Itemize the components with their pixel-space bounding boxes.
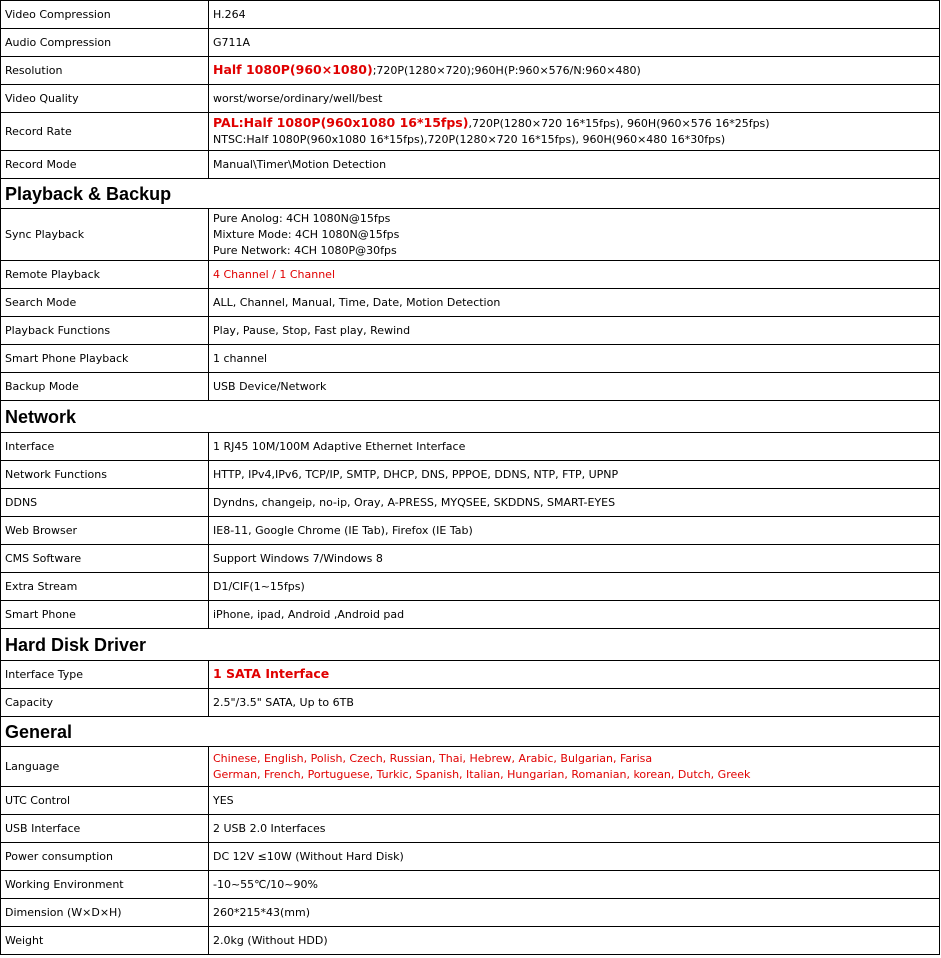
- spec-label: Resolution: [1, 57, 209, 85]
- spec-value-line: [213, 849, 935, 865]
- spec-value: [209, 1, 940, 29]
- spec-row: [1, 261, 940, 289]
- spec-value: [209, 517, 940, 545]
- spec-value-line: [213, 351, 935, 367]
- spec-value: [209, 345, 940, 373]
- spec-row: [1, 57, 940, 85]
- spec-value-line: [213, 439, 935, 455]
- value-text: worst/worse/ordinary/well/best: [213, 91, 383, 105]
- spec-label: Search Mode: [1, 289, 209, 317]
- spec-value: [209, 927, 940, 955]
- value-text: 2 USB 2.0 Interfaces: [213, 821, 326, 835]
- spec-value: [209, 601, 940, 629]
- spec-label: Interface Type: [1, 661, 209, 689]
- spec-row: [1, 489, 940, 517]
- spec-label: Playback Functions: [1, 317, 209, 345]
- spec-label: Audio Compression: [1, 29, 209, 57]
- spec-value: [209, 209, 940, 261]
- spec-row: [1, 545, 940, 573]
- spec-row: [1, 517, 940, 545]
- spec-row: [1, 461, 940, 489]
- spec-label: Capacity: [1, 689, 209, 717]
- spec-value: [209, 433, 940, 461]
- spec-row: [1, 843, 940, 871]
- spec-value: [209, 57, 940, 85]
- spec-row: [1, 289, 940, 317]
- spec-row: [1, 927, 940, 955]
- spec-label: CMS Software: [1, 545, 209, 573]
- spec-value-line: [213, 157, 935, 173]
- spec-value-line: [213, 523, 935, 539]
- spec-label: Record Rate: [1, 113, 209, 151]
- spec-label: UTC Control: [1, 787, 209, 815]
- spec-value-line: [213, 35, 935, 51]
- value-text: ALL, Channel, Manual, Time, Date, Motion Detection: [213, 295, 501, 309]
- value-text: DC 12V ≤10W (Without Hard Disk): [213, 849, 404, 863]
- spec-label: Record Mode: [1, 151, 209, 179]
- spec-row: [1, 151, 940, 179]
- spec-value: [209, 871, 940, 899]
- value-text: 1 channel: [213, 351, 268, 365]
- highlighted-text: 1 SATA Interface: [213, 666, 330, 681]
- spec-value-line: [213, 379, 935, 395]
- spec-value: [209, 317, 940, 345]
- spec-row: [1, 113, 940, 151]
- spec-value-line: [213, 243, 935, 259]
- value-text: IE8-11, Google Chrome (IE Tab), Firefox (IE Tab): [213, 523, 473, 537]
- value-text: 1 RJ45 10M/100M Adaptive Ethernet Interface: [213, 439, 466, 453]
- value-text: USB Device/Network: [213, 379, 327, 393]
- spec-row: [1, 345, 940, 373]
- value-text: 2.5"/3.5" SATA, Up to 6TB: [213, 695, 354, 709]
- spec-row: [1, 871, 940, 899]
- value-text: ;720P(1280×720);960H(P:960×576/N:960×480): [372, 64, 641, 77]
- section-title: General: [1, 717, 940, 747]
- spec-value-line: [213, 295, 935, 311]
- spec-value-line: [213, 211, 935, 227]
- spec-value-line: [213, 227, 935, 243]
- spec-value-line: [213, 467, 935, 483]
- spec-value-line: [213, 323, 935, 339]
- spec-value-line: [213, 551, 935, 567]
- section-header-row: [1, 629, 940, 661]
- spec-value-line: [213, 7, 935, 23]
- spec-value-line: [213, 933, 935, 949]
- value-text: G711A: [213, 35, 251, 49]
- spec-value: [209, 689, 940, 717]
- spec-value: [209, 29, 940, 57]
- spec-value-line: [213, 751, 935, 767]
- spec-row: [1, 317, 940, 345]
- spec-value-line: [213, 115, 935, 132]
- spec-label: Remote Playback: [1, 261, 209, 289]
- value-text: NTSC:Half 1080P(960x1080 16*15fps),720P(1280×720 16*15fps), 960H(960×480 16*30fps): [213, 133, 726, 146]
- spec-value: [209, 461, 940, 489]
- spec-row: [1, 787, 940, 815]
- spec-label: DDNS: [1, 489, 209, 517]
- spec-value-line: [213, 793, 935, 809]
- spec-value-line: [213, 132, 935, 148]
- section-header-row: [1, 717, 940, 747]
- spec-value-line: [213, 905, 935, 921]
- spec-row: [1, 1, 940, 29]
- spec-row: [1, 899, 940, 927]
- value-text: iPhone, ipad, Android ,Android pad: [213, 607, 405, 621]
- spec-label: Smart Phone: [1, 601, 209, 629]
- spec-row: [1, 601, 940, 629]
- spec-label: Web Browser: [1, 517, 209, 545]
- spec-row: [1, 85, 940, 113]
- spec-value: [209, 113, 940, 151]
- spec-label: USB Interface: [1, 815, 209, 843]
- spec-label: Backup Mode: [1, 373, 209, 401]
- spec-value: [209, 787, 940, 815]
- value-text: 2.0kg (Without HDD): [213, 933, 328, 947]
- spec-label: Interface: [1, 433, 209, 461]
- value-text: Support Windows 7/Windows 8: [213, 551, 383, 565]
- spec-value-line: [213, 579, 935, 595]
- spec-row: [1, 209, 940, 261]
- spec-label: Extra Stream: [1, 573, 209, 601]
- value-text: YES: [213, 793, 234, 807]
- spec-value-line: [213, 267, 935, 283]
- spec-value: [209, 373, 940, 401]
- spec-label: Video Compression: [1, 1, 209, 29]
- spec-value-line: [213, 91, 935, 107]
- spec-value-line: [213, 607, 935, 623]
- spec-row: [1, 661, 940, 689]
- spec-label: Network Functions: [1, 461, 209, 489]
- spec-value: [209, 747, 940, 787]
- spec-row: [1, 689, 940, 717]
- spec-label: Language: [1, 747, 209, 787]
- value-text: Pure Anolog: 4CH 1080N@15fps: [213, 211, 391, 225]
- value-text: Pure Network: 4CH 1080P@30fps: [213, 243, 397, 257]
- value-text: H.264: [213, 7, 246, 21]
- spec-label: Sync Playback: [1, 209, 209, 261]
- spec-value-line: [213, 495, 935, 511]
- spec-row: [1, 373, 940, 401]
- section-title: Network: [1, 401, 940, 433]
- spec-value: [209, 573, 940, 601]
- section-header-row: [1, 401, 940, 433]
- spec-row: [1, 815, 940, 843]
- value-text: 260*215*43(mm): [213, 905, 311, 919]
- spec-label: Video Quality: [1, 85, 209, 113]
- spec-value-line: [213, 821, 935, 837]
- value-text: HTTP, IPv4,IPv6, TCP/IP, SMTP, DHCP, DNS, PPPOE, DDNS, NTP, FTP, UPNP: [213, 467, 619, 481]
- spec-value: [209, 489, 940, 517]
- highlighted-text: Chinese, English, Polish, Czech, Russian, Thai, Hebrew, Arabic, Bulgarian, Farisa: [213, 751, 653, 765]
- spec-table-body: [1, 1, 940, 955]
- spec-value: [209, 261, 940, 289]
- spec-value: [209, 661, 940, 689]
- value-text: Manual\Timer\Motion Detection: [213, 157, 387, 171]
- highlighted-text: German, French, Portuguese, Turkic, Spanish, Italian, Hungarian, Romanian, korean, Dutch, Greek: [213, 767, 751, 781]
- spec-value-line: [213, 666, 935, 683]
- spec-label: Dimension (W×D×H): [1, 899, 209, 927]
- spec-value-line: [213, 767, 935, 783]
- spec-row: [1, 29, 940, 57]
- spec-value: [209, 85, 940, 113]
- highlighted-text: Half 1080P(960×1080): [213, 62, 373, 77]
- value-text: ,720P(1280×720 16*15fps), 960H(960×576 16*25fps): [468, 117, 770, 130]
- spec-value: [209, 151, 940, 179]
- value-text: D1/CIF(1~15fps): [213, 579, 305, 593]
- highlighted-text: 4 Channel / 1 Channel: [213, 267, 336, 281]
- spec-label: Power consumption: [1, 843, 209, 871]
- value-text: Play, Pause, Stop, Fast play, Rewind: [213, 323, 411, 337]
- spec-row: [1, 573, 940, 601]
- spec-label: Smart Phone Playback: [1, 345, 209, 373]
- spec-value: [209, 289, 940, 317]
- spec-value-line: [213, 62, 935, 79]
- value-text: -10~55℃/10~90%: [213, 877, 318, 891]
- spec-value-line: [213, 695, 935, 711]
- value-text: Dyndns, changeip, no-ip, Oray, A-PRESS, MYQSEE, SKDDNS, SMART-EYES: [213, 495, 616, 509]
- spec-label: Working Environment: [1, 871, 209, 899]
- spec-row: [1, 433, 940, 461]
- spec-value: [209, 545, 940, 573]
- section-title: Playback & Backup: [1, 179, 940, 209]
- highlighted-text: PAL:Half 1080P(960x1080 16*15fps): [213, 115, 469, 130]
- spec-value: [209, 843, 940, 871]
- value-text: Mixture Mode: 4CH 1080N@15fps: [213, 227, 400, 241]
- spec-value-line: [213, 877, 935, 893]
- spec-row: [1, 747, 940, 787]
- section-header-row: [1, 179, 940, 209]
- section-title: Hard Disk Driver: [1, 629, 940, 661]
- spec-value: [209, 899, 940, 927]
- spec-value: [209, 815, 940, 843]
- spec-label: Weight: [1, 927, 209, 955]
